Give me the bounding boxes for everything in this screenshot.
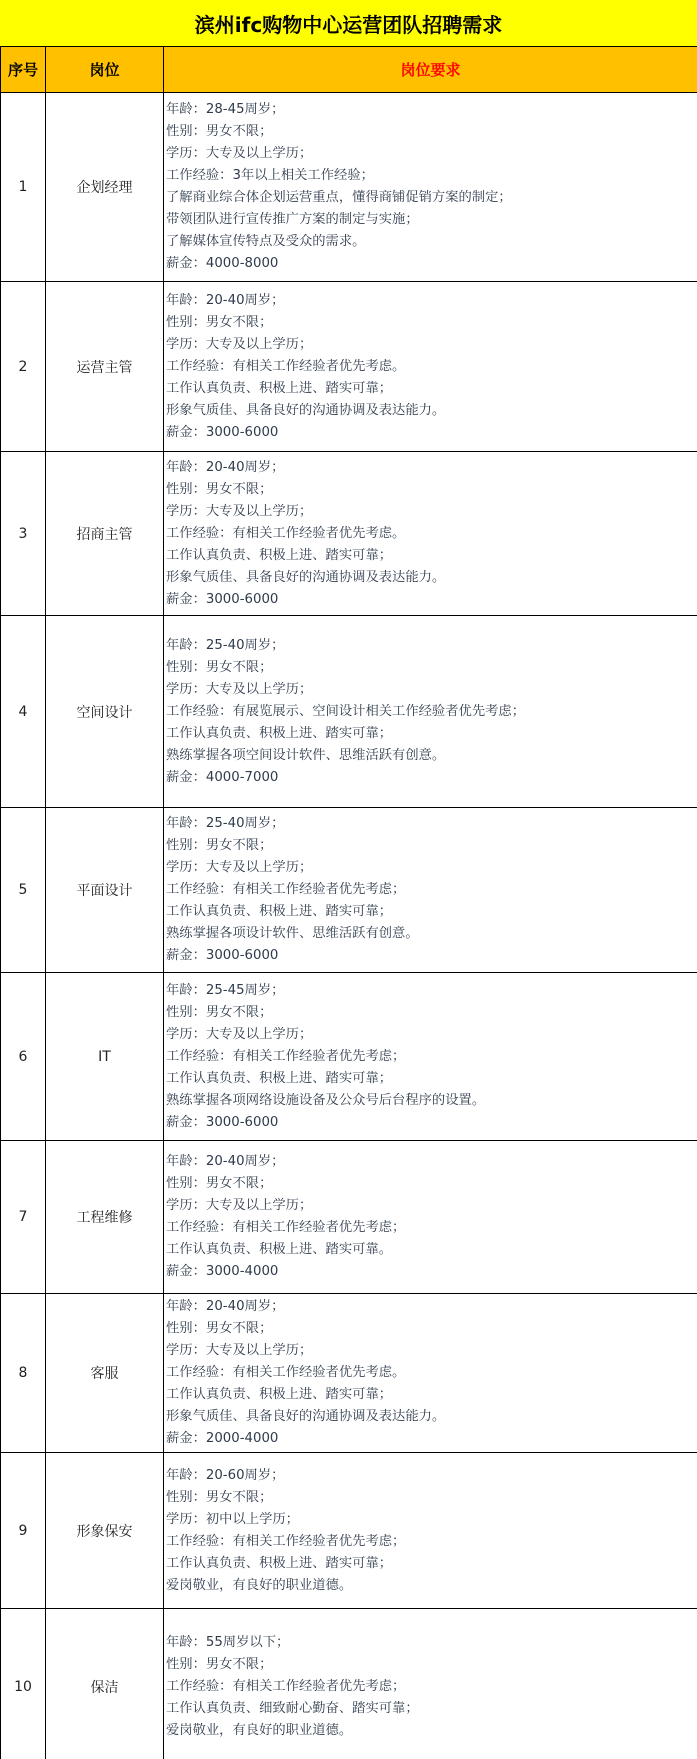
row-index: 2 xyxy=(1,282,46,452)
requirement-line: 熟练掌握各项网络设施设备及公众号后台程序的设置。 xyxy=(166,1092,486,1108)
requirement-line: 薪金：4000-8000 xyxy=(166,256,279,271)
requirement-line: 工作经验：有相关工作经验者优先考虑； xyxy=(166,882,406,897)
page-title: 滨州ifc购物中心运营团队招聘需求 xyxy=(0,0,697,46)
requirement-line: 学历：大专及以上学历； xyxy=(166,1198,313,1213)
table-row xyxy=(1,1453,697,1609)
row-index: 8 xyxy=(1,1294,46,1453)
row-requirements xyxy=(164,282,697,452)
requirement-line: 工作经验：有相关工作经验者优先考虑。 xyxy=(166,358,406,374)
requirement-line: 学历：大专及以上学历； xyxy=(166,1026,313,1042)
requirement-line: 工作认真负责、积极上进、踏实可靠； xyxy=(166,547,393,563)
requirement-line: 工作认真负责、积极上进、踏实可靠； xyxy=(166,1555,393,1571)
row-requirements xyxy=(164,1141,697,1294)
row-index: 7 xyxy=(1,1141,46,1294)
requirement-line: 爱岗敬业，有良好的职业道德。 xyxy=(166,1577,353,1593)
table-row xyxy=(1,93,697,282)
header-requirements: 岗位要求 xyxy=(164,47,697,93)
requirement-line: 工作认真负责、积极上进、踏实可靠； xyxy=(166,380,393,396)
requirement-line: 年龄：55周岁以下； xyxy=(166,1635,290,1650)
requirement-line: 性别：男女不限； xyxy=(166,1321,273,1336)
row-requirements xyxy=(164,1453,697,1609)
requirement-line: 熟练掌握各项空间设计软件、思维活跃有创意。 xyxy=(166,747,446,763)
row-position: 保洁 xyxy=(46,1609,164,1759)
row-index: 6 xyxy=(1,973,46,1141)
row-requirements xyxy=(164,1294,697,1453)
requirement-line: 性别：男女不限； xyxy=(166,1489,273,1505)
requirement-line: 工作经验：有相关工作经验者优先考虑； xyxy=(166,1048,406,1064)
requirement-line: 年龄：25-40周岁； xyxy=(166,637,285,653)
requirement-line: 性别：男女不限； xyxy=(166,1176,273,1191)
requirement-line: 工作经验：有展览展示、空间设计相关工作经验者优先考虑； xyxy=(166,703,526,719)
requirement-line: 年龄：28-45周岁； xyxy=(166,102,285,117)
requirement-line: 工作经验：有相关工作经验者优先考虑。 xyxy=(166,525,406,541)
row-requirements xyxy=(164,808,697,973)
requirement-line: 带领团队进行宣传推广方案的制定与实施； xyxy=(166,212,419,227)
row-position: 形象保安 xyxy=(46,1453,164,1609)
requirement-line: 年龄：20-40周岁； xyxy=(166,1299,285,1314)
table-header-row xyxy=(1,47,697,93)
requirement-line: 薪金：3000-4000 xyxy=(166,1264,279,1279)
requirement-line: 学历：大专及以上学历； xyxy=(166,336,313,352)
row-index: 4 xyxy=(1,616,46,808)
row-position: 空间设计 xyxy=(46,616,164,808)
requirement-line: 性别：男女不限； xyxy=(166,838,273,853)
table-row xyxy=(1,1609,697,1759)
requirement-line: 薪金：2000-4000 xyxy=(166,1431,279,1446)
row-index: 9 xyxy=(1,1453,46,1609)
row-requirements xyxy=(164,616,697,808)
requirement-line: 性别：男女不限； xyxy=(166,124,273,139)
recruitment-table xyxy=(0,46,697,1759)
row-index: 10 xyxy=(1,1609,46,1759)
row-requirements xyxy=(164,973,697,1141)
requirement-line: 学历：大专及以上学历； xyxy=(166,503,313,519)
requirement-line: 工作经验：有相关工作经验者优先考虑； xyxy=(166,1533,406,1549)
requirement-line: 年龄：25-40周岁； xyxy=(166,816,285,831)
requirement-line: 工作经验：3年以上相关工作经验； xyxy=(166,168,374,183)
requirement-line: 爱岗敬业，有良好的职业道德。 xyxy=(166,1723,353,1738)
requirement-line: 工作认真负责、细致耐心勤奋、踏实可靠； xyxy=(166,1701,419,1716)
row-position: 客服 xyxy=(46,1294,164,1453)
requirement-line: 形象气质佳、具备良好的沟通协调及表达能力。 xyxy=(166,569,446,585)
requirement-line: 工作经验：有相关工作经验者优先考虑； xyxy=(166,1220,406,1235)
row-requirements xyxy=(164,93,697,282)
requirement-line: 学历：大专及以上学历； xyxy=(166,146,313,161)
header-position: 岗位 xyxy=(46,47,164,93)
requirement-line: 学历：大专及以上学历； xyxy=(166,1343,313,1358)
table-row xyxy=(1,1294,697,1453)
requirement-line: 薪金：3000-6000 xyxy=(166,1114,279,1130)
requirement-line: 工作认真负责、积极上进、踏实可靠； xyxy=(166,725,393,741)
requirement-line: 性别：男女不限； xyxy=(166,1657,273,1672)
row-position: 工程维修 xyxy=(46,1141,164,1294)
requirement-line: 薪金：3000-6000 xyxy=(166,424,279,440)
requirement-line: 学历：大专及以上学历； xyxy=(166,860,313,875)
requirement-line: 年龄：20-60周岁； xyxy=(166,1467,285,1483)
row-position: 平面设计 xyxy=(46,808,164,973)
requirement-line: 熟练掌握各项设计软件、思维活跃有创意。 xyxy=(166,926,419,941)
row-index: 1 xyxy=(1,93,46,282)
row-index: 5 xyxy=(1,808,46,973)
table-row xyxy=(1,973,697,1141)
table-row xyxy=(1,808,697,973)
row-position: 运营主管 xyxy=(46,282,164,452)
requirement-line: 工作认真负责、积极上进、踏实可靠； xyxy=(166,904,393,919)
requirement-line: 了解媒体宣传特点及受众的需求。 xyxy=(166,234,366,249)
requirement-line: 性别：男女不限； xyxy=(166,314,273,330)
row-position: 招商主管 xyxy=(46,452,164,616)
table-row xyxy=(1,1141,697,1294)
requirement-line: 年龄：20-40周岁； xyxy=(166,459,285,475)
requirement-line: 工作经验：有相关工作经验者优先考虑。 xyxy=(166,1365,406,1380)
table-row xyxy=(1,452,697,616)
requirement-line: 薪金：3000-6000 xyxy=(166,591,279,607)
requirement-line: 性别：男女不限； xyxy=(166,1004,273,1020)
row-position: IT xyxy=(46,973,164,1141)
requirement-line: 性别：男女不限； xyxy=(166,481,273,497)
requirement-line: 薪金：3000-6000 xyxy=(166,948,279,963)
table-row xyxy=(1,282,697,452)
header-index: 序号 xyxy=(1,47,46,93)
row-requirements xyxy=(164,452,697,616)
requirement-line: 了解商业综合体企划运营重点，懂得商铺促销方案的制定； xyxy=(166,190,512,205)
requirement-line: 工作认真负责、积极上进、踏实可靠。 xyxy=(166,1242,393,1257)
requirement-line: 年龄：25-45周岁； xyxy=(166,982,285,998)
requirement-line: 形象气质佳、具备良好的沟通协调及表达能力。 xyxy=(166,1409,446,1424)
row-requirements xyxy=(164,1609,697,1759)
requirement-line: 年龄：20-40周岁； xyxy=(166,292,285,308)
requirement-line: 年龄：20-40周岁； xyxy=(166,1154,285,1169)
requirement-line: 工作经验：有相关工作经验者优先考虑； xyxy=(166,1679,406,1694)
requirement-line: 学历：大专及以上学历； xyxy=(166,681,313,697)
requirement-line: 形象气质佳、具备良好的沟通协调及表达能力。 xyxy=(166,402,446,418)
requirement-line: 工作认真负责、积极上进、踏实可靠； xyxy=(166,1387,393,1402)
requirement-line: 性别：男女不限； xyxy=(166,659,273,675)
row-position: 企划经理 xyxy=(46,93,164,282)
requirement-line: 薪金：4000-7000 xyxy=(166,769,279,785)
row-index: 3 xyxy=(1,452,46,616)
requirement-line: 工作认真负责、积极上进、踏实可靠； xyxy=(166,1070,393,1086)
table-row xyxy=(1,616,697,808)
requirement-line: 学历：初中以上学历； xyxy=(166,1511,299,1527)
